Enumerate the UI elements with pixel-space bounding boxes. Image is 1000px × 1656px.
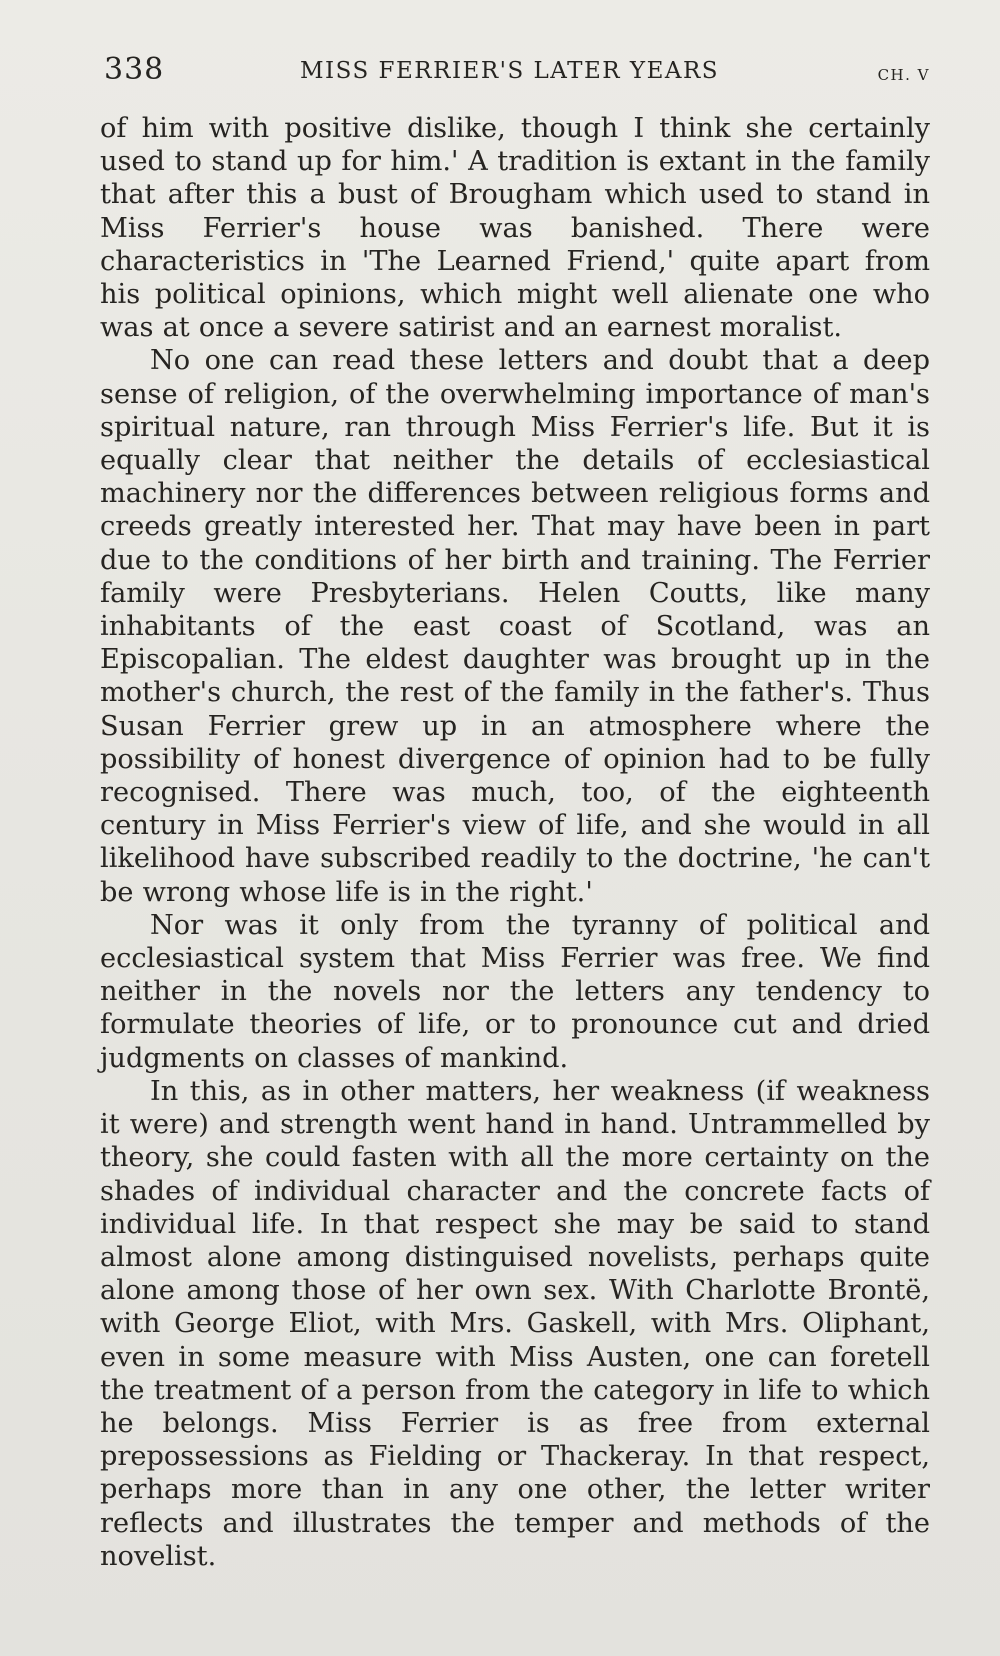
body-text <box>100 112 930 1573</box>
paragraph: No one can read these letters and doubt that a deep sense of religion, of the overwhelming importance of man's spiritual nature, ran through Miss Ferrier's life. But it is equally clear that neither the details of ecclesiastical machinery nor the differences between religious forms and creeds greatly interested her. That may have been in part due to the conditions of her birth and training. The Ferrier family were Presbyterians. Helen Coutts, like many inhabitants of the east coast of Scotland, was an Episcopalian. The eldest daughter was brought up in the mother's church, the rest of the family in the father's. Thus Susan Ferrier grew up in an atmosphere where the possibility of honest divergence of opinion had to be fully recognised. There was much, too, of the eighteenth century in Miss Ferrier's view of life, and she would in all likelihood have subscribed readily to the doctrine, 'he can't be wrong whose life is in the right.' <box>100 345 930 908</box>
paragraph: In this, as in other matters, her weakness (if weakness it were) and strength went hand in hand. Untrammelled by theory, she could fasten with all the more certainty on the shades of individual character and the concrete facts of individual life. In that respect she may be said to stand almost alone among distinguised novelists, perhaps quite alone among those of her own sex. With Charlotte Brontë, with George Eliot, with Mrs. Gaskell, with Mrs. Oliphant, even in some measure with Miss Austen, one can foretell the treatment of a person from the category in life to which he belongs. Miss Ferrier is as free from external prepossessions as Fielding or Thackeray. In that respect, perhaps more than in any one other, the letter writer reflects and illustrates the temper and methods of the novelist. <box>100 1075 930 1572</box>
chapter-mark: CH. V <box>877 66 930 84</box>
running-head <box>104 48 930 88</box>
paragraph: Nor was it only from the tyranny of political and ecclesiastical system that Miss Ferrier was free. We find neither in the novels nor the letters any tendency to formulate theories of life, or to pronounce cut and dried judgments on classes of mankind. <box>100 909 930 1074</box>
paragraph-continued: of him with positive dislike, though I think she certainly used to stand up for him.' A tradition is extant in the family that after this a bust of Brougham which used to stand in Miss Ferrier's house was banished. There were characteristics in 'The Learned Friend,' quite apart from his political opinions, which might well alienate one who was at once a severe satirist and an earnest moralist. <box>100 113 930 344</box>
page-number: 338 <box>104 52 165 87</box>
running-title: MISS FERRIER'S LATER YEARS <box>300 58 720 84</box>
